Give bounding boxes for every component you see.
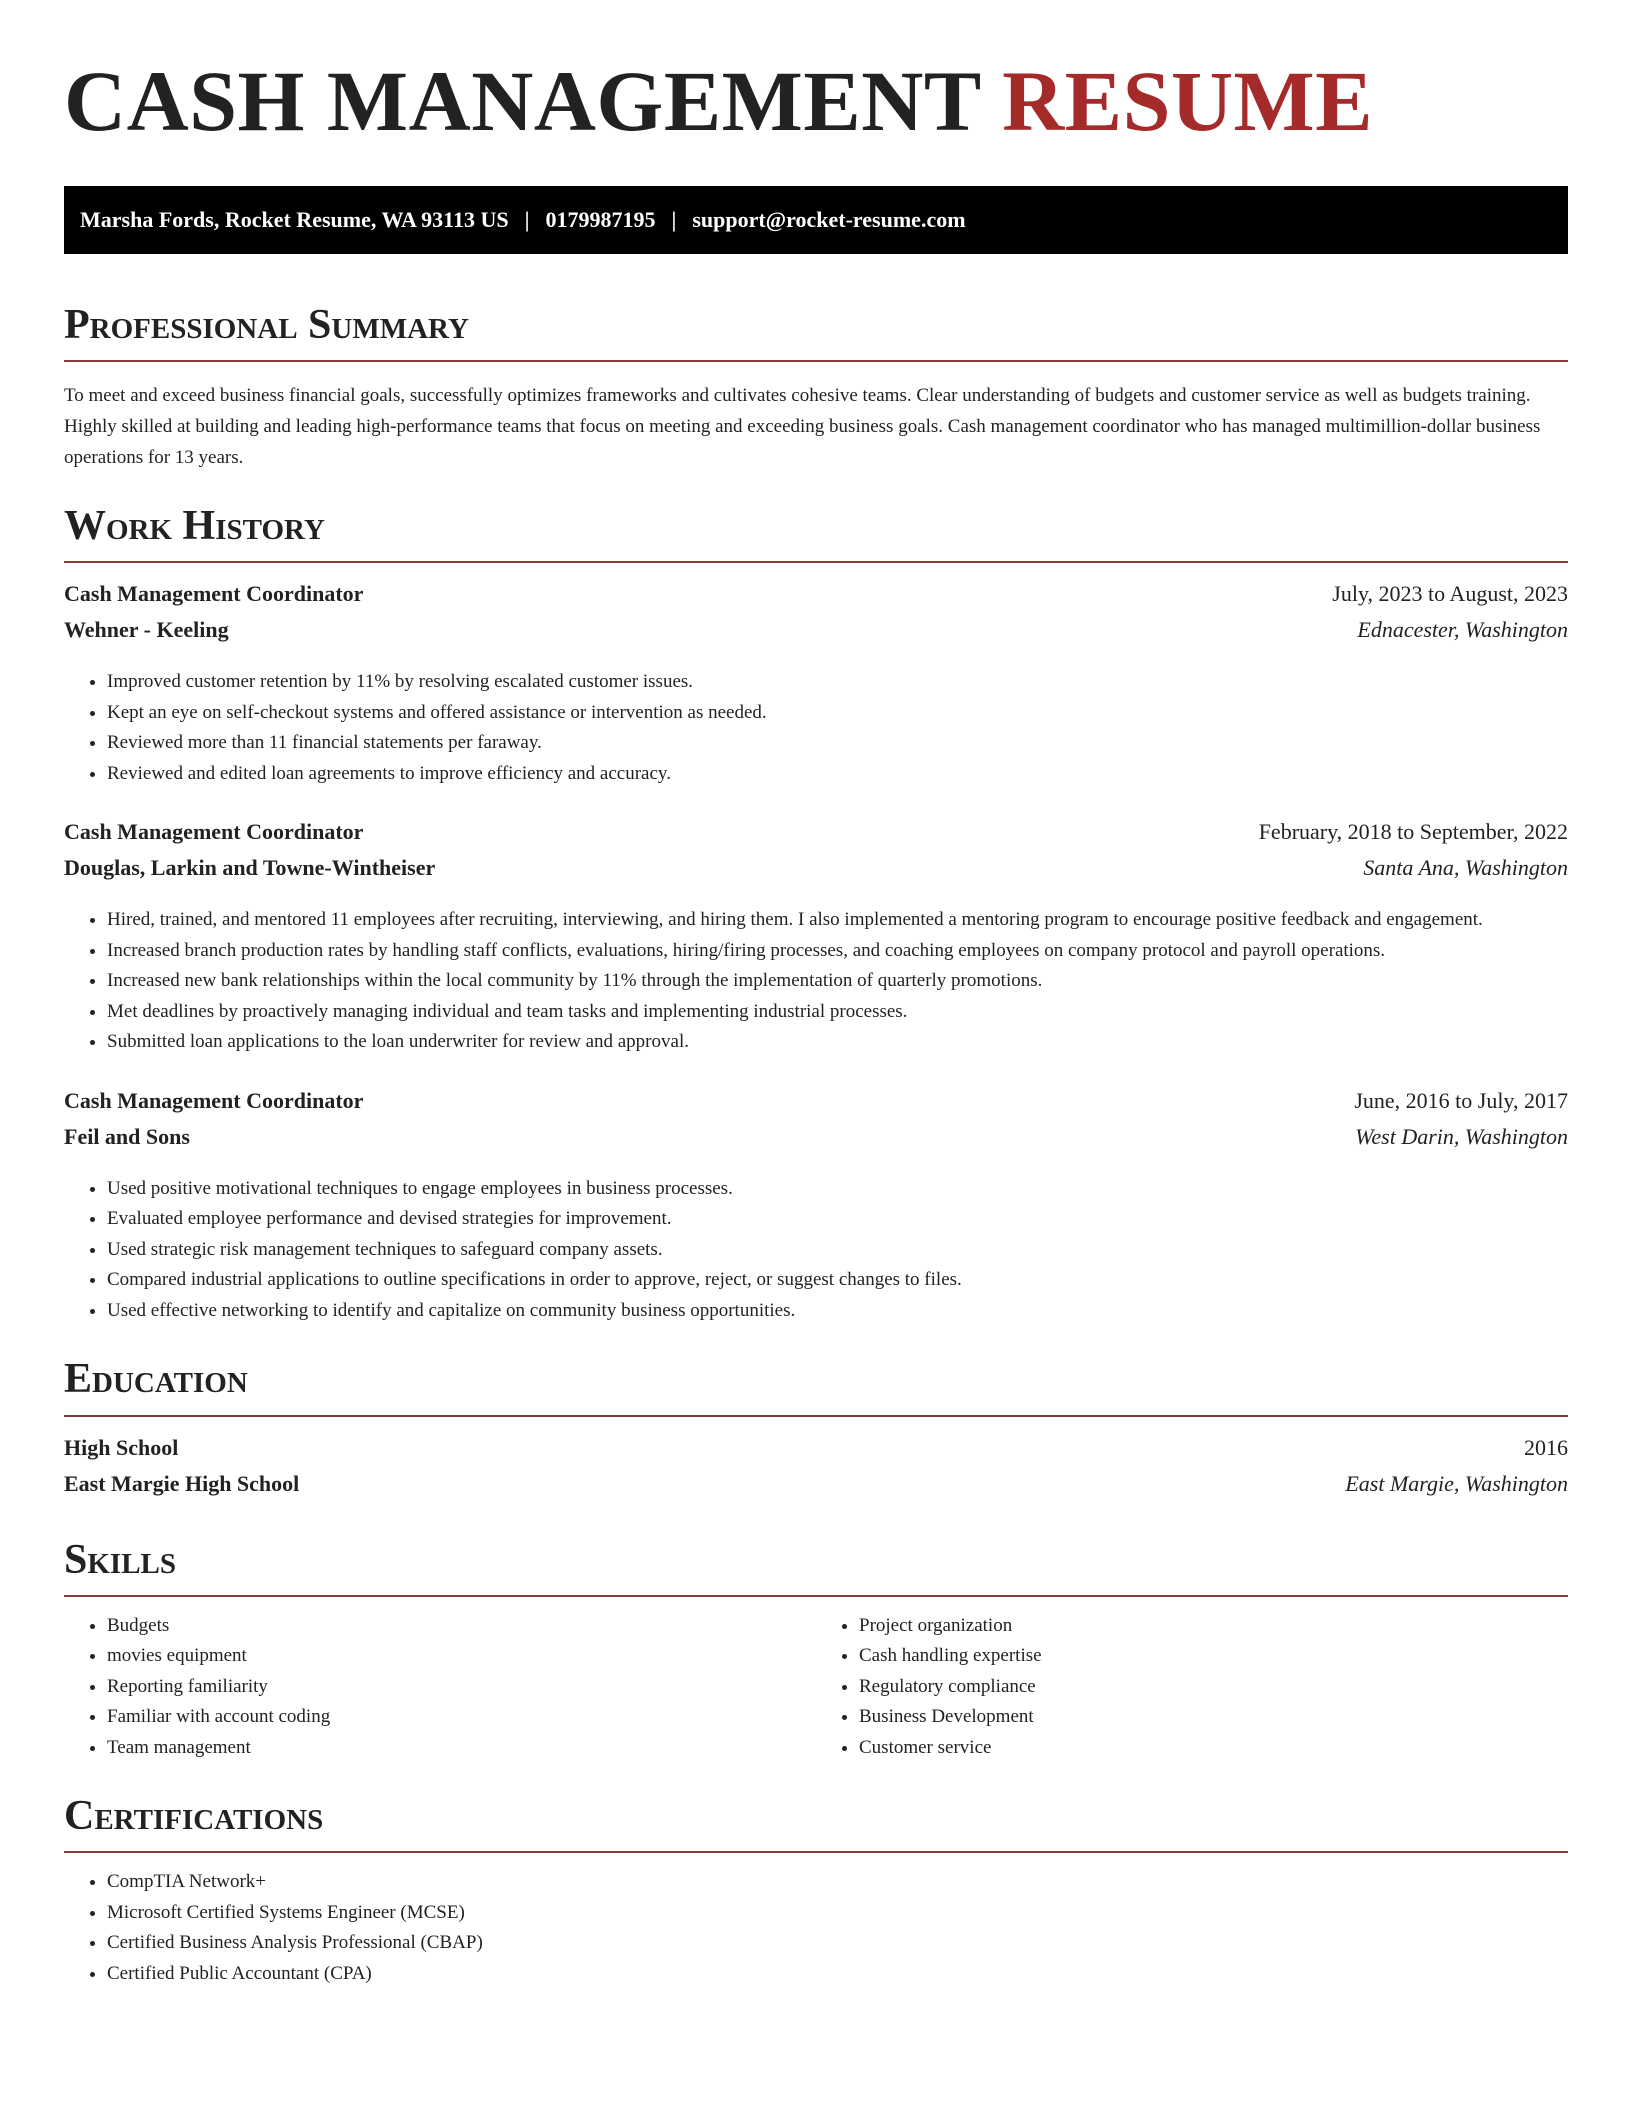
summary-text: To meet and exceed business financial goals, successfully optimizes frameworks and cultivates cohesive teams. Clear understanding of budgets and customer service as well as budgets training. Highly skilled at building and leading high-performance teams that focus on meeting and exceeding business goals. Cash management coordinator who has managed multimillion-dollar business operations for 13 years. xyxy=(64,385,1541,469)
job-bullets xyxy=(64,1174,1568,1327)
job-dates: July, 2023 to August, 2023 xyxy=(1332,581,1568,607)
job-bullet: • Increased branch production rates by handling staff conflicts, evaluations, hiring/firing processes, and coaching employees on company protocol and payroll operations. xyxy=(107,936,1568,967)
job-bullet: • Kept an eye on self-checkout systems and offered assistance or intervention as needed. xyxy=(107,698,1568,729)
skill-item: • Reporting familiarity xyxy=(107,1672,816,1703)
job-company-row xyxy=(64,855,1568,891)
job-header-row xyxy=(64,819,1568,855)
skills-grid xyxy=(64,1611,1568,1764)
job-entry xyxy=(64,819,1568,1058)
education-school-row xyxy=(64,1471,1568,1507)
certifications-list xyxy=(64,1867,1568,1989)
contact-phone: 0179987195 xyxy=(545,207,656,232)
education-school: East Margie High School xyxy=(64,1470,300,1496)
job-bullet: • Evaluated employee performance and devised strategies for improvement. xyxy=(107,1204,1568,1235)
contact-separator: | xyxy=(524,207,530,232)
skill-item: • Business Development xyxy=(859,1702,1568,1733)
job-company-row xyxy=(64,617,1568,653)
certification-item: • Microsoft Certified Systems Engineer (MCSE) xyxy=(107,1898,1568,1929)
job-company-row xyxy=(64,1124,1568,1160)
job-header-row xyxy=(64,581,1568,617)
skill-item: • Project organization xyxy=(859,1611,1568,1642)
job-dates: June, 2016 to July, 2017 xyxy=(1354,1087,1568,1113)
contact-bar xyxy=(64,186,1568,254)
education-entry xyxy=(64,1435,1568,1507)
job-bullet: • Improved customer retention by 11% by resolving escalated customer issues. xyxy=(107,667,1568,698)
title-main: CASH MANAGEMENT xyxy=(64,53,981,149)
skill-item: • Customer service xyxy=(859,1733,1568,1764)
certification-item: • Certified Public Accountant (CPA) xyxy=(107,1959,1568,1990)
skill-item: • Regulatory compliance xyxy=(859,1672,1568,1703)
job-bullet: • Reviewed more than 11 financial statements per faraway. xyxy=(107,728,1568,759)
job-location: West Darin, Washington xyxy=(1355,1123,1568,1149)
job-bullet: • Submitted loan applications to the loan underwriter for review and approval. xyxy=(107,1027,1568,1058)
job-location: Santa Ana, Washington xyxy=(1363,855,1568,881)
education-location: East Margie, Washington xyxy=(1345,1470,1568,1496)
contact-email: support@rocket-resume.com xyxy=(692,207,966,232)
job-entry xyxy=(64,1088,1568,1327)
contact-name-address: Marsha Fords, Rocket Resume, WA 93113 US xyxy=(80,207,509,232)
education-heading: Education xyxy=(64,1356,1568,1416)
job-bullet: • Increased new bank relationships within the local community by 11% through the implementation of quarterly promotions. xyxy=(107,966,1568,997)
skills-list-left xyxy=(64,1611,816,1764)
job-title: Cash Management Coordinator xyxy=(64,1087,364,1113)
certification-item: • CompTIA Network+ xyxy=(107,1867,1568,1898)
skill-item: • Cash handling expertise xyxy=(859,1641,1568,1672)
education-degree-row xyxy=(64,1435,1568,1471)
job-header-row xyxy=(64,1088,1568,1124)
job-bullets xyxy=(64,667,1568,789)
skill-item: • movies equipment xyxy=(107,1641,816,1672)
resume-title xyxy=(64,53,1568,149)
job-bullet: • Used effective networking to identify and capitalize on community business opportunities. xyxy=(107,1296,1568,1327)
job-title: Cash Management Coordinator xyxy=(64,581,364,607)
job-bullet: • Used positive motivational techniques to engage employees in business processes. xyxy=(107,1174,1568,1205)
job-bullets xyxy=(64,905,1568,1058)
skill-item: • Familiar with account coding xyxy=(107,1702,816,1733)
job-company: Feil and Sons xyxy=(64,1123,190,1149)
job-bullet: • Compared industrial applications to outline specifications in order to approve, reject, or suggest changes to files. xyxy=(107,1265,1568,1296)
job-bullet: • Met deadlines by proactively managing individual and team tasks and implementing industrial processes. xyxy=(107,997,1568,1028)
summary-heading: Professional Summary xyxy=(64,302,1568,362)
certification-item: • Certified Business Analysis Professional (CBAP) xyxy=(107,1928,1568,1959)
education-year: 2016 xyxy=(1524,1434,1568,1460)
skills-heading: Skills xyxy=(64,1537,1568,1597)
education-degree: High School xyxy=(64,1434,179,1460)
job-company: Wehner - Keeling xyxy=(64,617,229,643)
title-accent: RESUME xyxy=(1002,53,1374,149)
job-entry xyxy=(64,581,1568,789)
job-bullet: • Hired, trained, and mentored 11 employees after recruiting, interviewing, and hiring them. I also implemented a mentoring program to encourage positive feedback and engagement. xyxy=(107,905,1568,936)
job-dates: February, 2018 to September, 2022 xyxy=(1258,819,1568,845)
certifications-heading: Certifications xyxy=(64,1793,1568,1853)
job-company: Douglas, Larkin and Towne-Wintheiser xyxy=(64,855,436,881)
work-history-heading: Work History xyxy=(64,503,1568,563)
skill-item: • Team management xyxy=(107,1733,816,1764)
job-bullet: • Used strategic risk management techniques to safeguard company assets. xyxy=(107,1235,1568,1266)
job-title: Cash Management Coordinator xyxy=(64,819,364,845)
skills-list-right xyxy=(816,1611,1568,1764)
skill-item: • Budgets xyxy=(107,1611,816,1642)
contact-separator: | xyxy=(671,207,677,232)
job-bullet: • Reviewed and edited loan agreements to improve efficiency and accuracy. xyxy=(107,759,1568,790)
job-location: Ednacester, Washington xyxy=(1357,617,1568,643)
